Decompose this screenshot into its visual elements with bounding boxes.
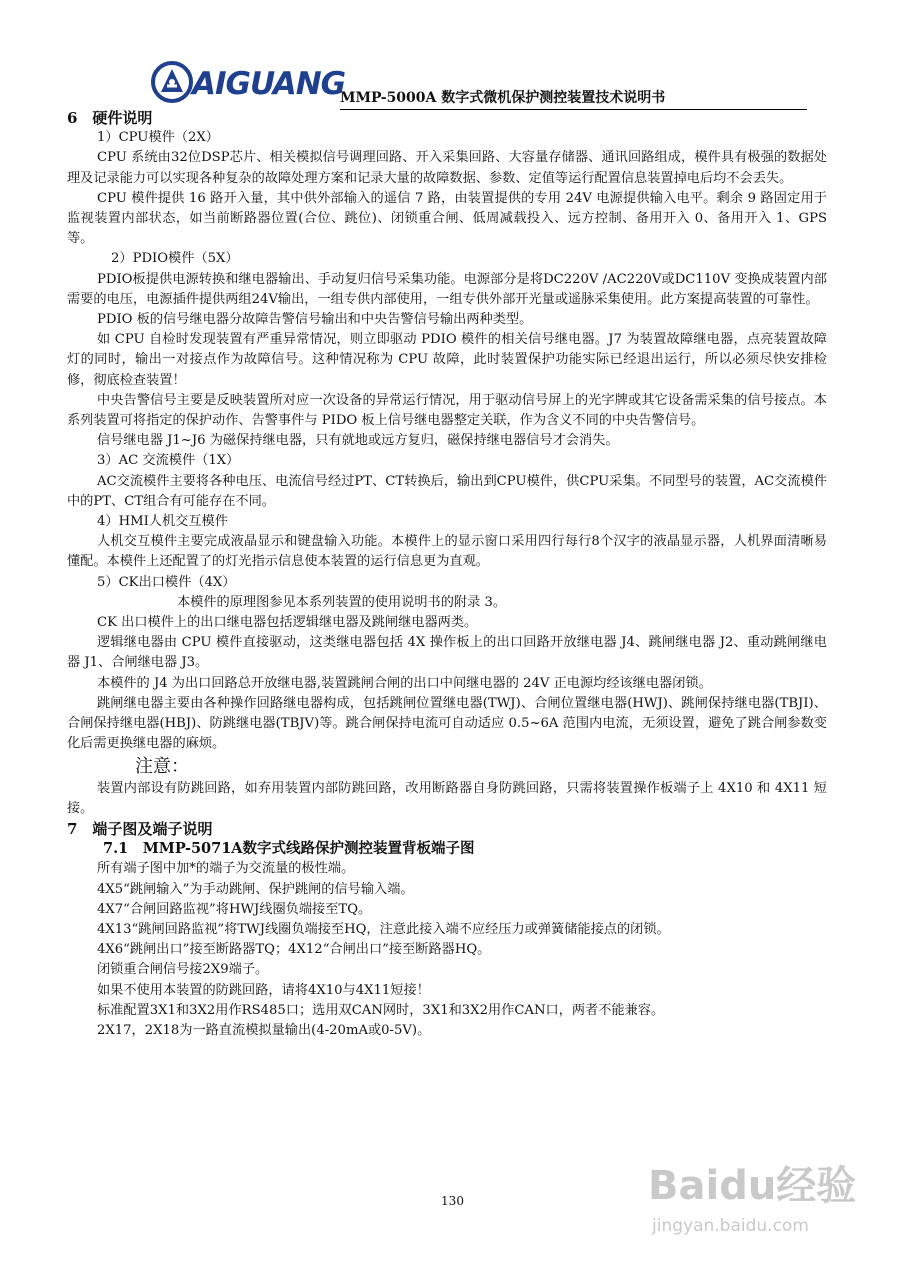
watermark-brand: Baidu经验 (648, 1163, 857, 1209)
paragraph: 4X6“跳闸出口”接至断路器TQ；4X12“合闸出口”接至断路器HQ。 (97, 942, 491, 958)
paragraph: CPU 模件提供 16 路开入量，其中供外部输入的遥信 7 路，由装置提供的专用 24V 电源提供输入电平。剩余 9 路固定用于监视装置内部状态，如当前断路器位置(合位、跳位)、闭锁重合闸、低周减载投入、远方控制、备用开入 0、备用开入 1、GPS 等。 (67, 190, 827, 247)
paragraph: 5）CK出口模件（4X） (97, 574, 236, 590)
document-title: MMP-5000A 数字式微机保护测控装置技术说明书 (340, 87, 807, 110)
paragraph: 4X7“合闸回路监视”将HWJ线圈负端接至TQ。 (97, 901, 372, 917)
logo-text: AIGUANG (192, 66, 346, 102)
paragraph: CK 出口模件上的出口继电器包括逻辑继电器及跳闸继电器两类。 (97, 615, 478, 631)
paragraph: 1）CPU模件（2X） (97, 130, 219, 146)
paragraph: 如 CPU 自检时发现装置有严重异常情况，则立即驱动 PDIO 模件的相关信号继电器。J7 为装置故障继电器，点亮装置故障灯的同时，输出一对接点作为故障信号。这种情况称为 CPU 故障，此时装置保护功能实际已经退出运行，所以必须尽快安排检修，彻底检查装置！ (67, 332, 827, 388)
section-heading: 6 硬件说明 (67, 109, 153, 127)
baidu-watermark (640, 1150, 880, 1270)
paragraph: 本模件的原理图参见本系列装置的使用说明书的附录 3。 (177, 594, 507, 610)
paragraph: CPU 系统由32位DSP芯片、相关模拟信号调理回路、开入采集回路、大容量存储器、通讯回路组成，模件具有极强的数据处理及记录能力可以实现各种复杂的故障处理方案和记录大量的故障数据、参数、定值等运行配置信息装置掉电后均不会丢失。 (67, 150, 827, 186)
section-heading: 7.1 MMP-5071A数字式线路保护测控装置背板端子图 (103, 840, 475, 858)
paragraph: 如果不使用本装置的防跳回路，请将4X10与4X11短接！ (97, 982, 430, 998)
paragraph: 跳闸继电器主要由各种操作回路继电器构成，包括跳闸位置继电器(TWJ)、合闸位置继电器(HWJ)、跳闸保持继电器(TBJI)、合闸保持继电器(HBJ)、防跳继电器(TBJV)等。跳合闸保持电流可自动适应 0.5~6A 范围内电流，无须设置，避免了跳合闸参数变化后需更换继电器的麻烦。 (67, 695, 827, 752)
paragraph: 3）AC 交流模件（1X） (97, 453, 240, 469)
aiguang-logo-icon (150, 60, 194, 104)
paragraph: 4）HMI人机交互模件 (97, 514, 228, 530)
paragraph: PDIO板提供电源转换和继电器输出、手动复归信号采集功能。电源部分是将DC220V /AC220V或DC110V 变换成装置内部需要的电压，电源插件提供两组24V输出，一组专供内部使用，一组专供外部开光量或遥脉采集使用。此方案提高装置的可靠性。 (67, 271, 827, 307)
note-heading: 注意： (135, 755, 189, 777)
paragraph: 标准配置3X1和3X2用作RS485口；选用双CAN网时，3X1和3X2用作CAN口，两者不能兼容。 (97, 1002, 665, 1018)
paragraph: 人机交互模件主要完成液晶显示和键盘输入功能。本模件上的显示窗口采用四行每行8个汉字的液晶显示器，人机界面清晰易懂配。本模件上还配置了的灯光指示信息使本装置的运行信息更为直观。 (67, 534, 827, 570)
paragraph: 中央告警信号主要是反映装置所对应一次设备的异常运行情况，用于驱动信号屏上的光字牌或其它设备需采集的信号接点。本系列装置可将指定的保护动作、告警事件与 PIDO 板上信号继电器整定关联，作为含义不同的中央告警信号。 (67, 392, 827, 429)
document-body (67, 108, 827, 1041)
paragraph: 本模件的 J4 为出口回路总开放继电器,装置跳闸合闸的出口中间继电器的 24V 正电源均经该继电器闭锁。 (97, 675, 712, 691)
paragraph: AC交流模件主要将各种电压、电流信号经过PT、CT转换后，输出到CPU模件，供CPU采集。不同型号的装置，AC交流模件中的PT、CT组合有可能存在不同。 (67, 473, 827, 509)
paragraph: 2）PDIO模件（5X） (111, 251, 239, 267)
paragraph: 信号继电器 J1~J6 为磁保持继电器，只有就地或远方复归，磁保持继电器信号才会消失。 (97, 433, 619, 449)
paragraph: 装置内部设有防跳回路，如弃用装置内部防跳回路，改用断路器自身防跳回路，只需将装置操作板端子上 4X10 和 4X11 短接。 (67, 780, 827, 816)
page-header (150, 60, 810, 110)
paragraph: PDIO 板的信号继电器分故障告警信号输出和中央告警信号输出两种类型。 (97, 312, 533, 328)
paragraph: 闭锁重合闸信号接2X9端子。 (97, 962, 269, 978)
section-heading: 7 端子图及端子说明 (67, 819, 213, 838)
paragraph: 4X13“跳闸回路监视”将TWJ线圈负端接至HQ，注意此接入端不应经压力或弹簧储能接点的闭锁。 (97, 921, 670, 937)
paragraph: 逻辑继电器由 CPU 模件直接驱动，这类继电器包括 4X 操作板上的出口回路开放继电器 J4、跳闸继电器 J2、重动跳闸继电器 J1、合闸继电器 J3。 (67, 635, 827, 671)
paragraph: 所有端子图中加*的端子为交流量的极性端。 (97, 861, 355, 877)
paragraph: 4X5“跳闸输入”为手动跳闸、保护跳闸的信号输入端。 (97, 881, 414, 897)
page-number: 130 (441, 1194, 464, 1208)
paragraph: 2X17，2X18为一路直流模拟量输出(4-20mA或0-5V)。 (97, 1022, 431, 1038)
watermark-site: jingyan.baidu.com (652, 1216, 809, 1236)
